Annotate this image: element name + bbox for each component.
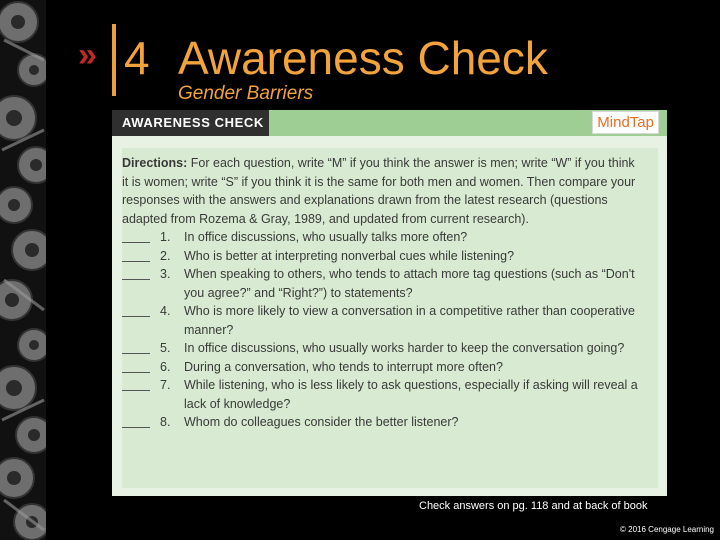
answer-blank xyxy=(122,390,150,391)
question-item xyxy=(122,228,642,247)
answer-blank xyxy=(122,316,150,317)
question-text: While listening, who is less likely to ask questions, especially if asking will reveal a lack of knowledge? xyxy=(184,378,638,411)
question-item xyxy=(122,413,642,432)
question-text: Who is more likely to view a conversation in a competitive rather than cooperative manner? xyxy=(184,304,635,337)
card-text xyxy=(122,154,642,432)
directions xyxy=(122,154,642,228)
question-item xyxy=(122,358,642,377)
answer-blank xyxy=(122,427,150,428)
question-text: In office discussions, who usually works harder to keep the conversation going? xyxy=(184,341,625,355)
question-text: In office discussions, who usually talks more often? xyxy=(184,230,468,244)
title-divider xyxy=(112,24,116,96)
awareness-check-card xyxy=(112,110,667,496)
question-item xyxy=(122,339,642,358)
answer-blank xyxy=(122,372,150,373)
question-number: 8. xyxy=(160,415,171,429)
banner-tag xyxy=(112,110,269,136)
question-number: 3. xyxy=(160,267,171,281)
question-text: During a conversation, who tends to interrupt more often? xyxy=(184,359,503,374)
question-number: 6. xyxy=(160,359,171,374)
page-title: Awareness Check xyxy=(178,32,548,84)
question-list xyxy=(122,228,642,432)
directions-label: Directions: xyxy=(122,156,188,170)
answer-blank xyxy=(122,261,150,262)
answer-blank xyxy=(122,353,150,354)
question-text: Whom do colleagues consider the better listener? xyxy=(184,415,459,429)
question-number: 5. xyxy=(160,341,171,355)
question-text: When speaking to others, who tends to attach more tag questions (such as “Don't you agree?” and “Right?”) to statements? xyxy=(184,267,635,300)
question-number: 1. xyxy=(160,230,171,244)
question-number: 4. xyxy=(160,304,171,318)
banner-label: AWARENESS CHECK xyxy=(122,115,264,130)
question-item xyxy=(122,247,642,266)
section-number: 4 xyxy=(124,32,150,84)
question-item xyxy=(122,265,642,302)
question-number: 2. xyxy=(160,248,171,263)
directions-text: For each question, write “M” if you think the answer is men; write “W” if you think it is women; write “S” if you think it is the same for both men and women. Then compare your responses with the answers and explanations drawn from the latest research (questions adapted from Rozema & Gray, 1989, and updated from current research). xyxy=(122,156,636,226)
answer-blank xyxy=(122,242,150,243)
question-text: Who is better at interpreting nonverbal cues while listening? xyxy=(184,248,515,263)
question-number: 7. xyxy=(160,378,171,392)
card-banner xyxy=(112,110,667,136)
chevron-icon: » xyxy=(78,36,91,74)
answer-blank xyxy=(122,279,150,280)
gear-decoration xyxy=(0,0,46,540)
question-item xyxy=(122,302,642,339)
question-item xyxy=(122,376,642,413)
mindtap-logo: MindTap xyxy=(592,111,659,134)
copyright: © 2016 Cengage Learning xyxy=(620,525,714,534)
footer-note: Check answers on pg. 118 and at back of book xyxy=(419,500,648,512)
page-subtitle: Gender Barriers xyxy=(178,83,314,104)
